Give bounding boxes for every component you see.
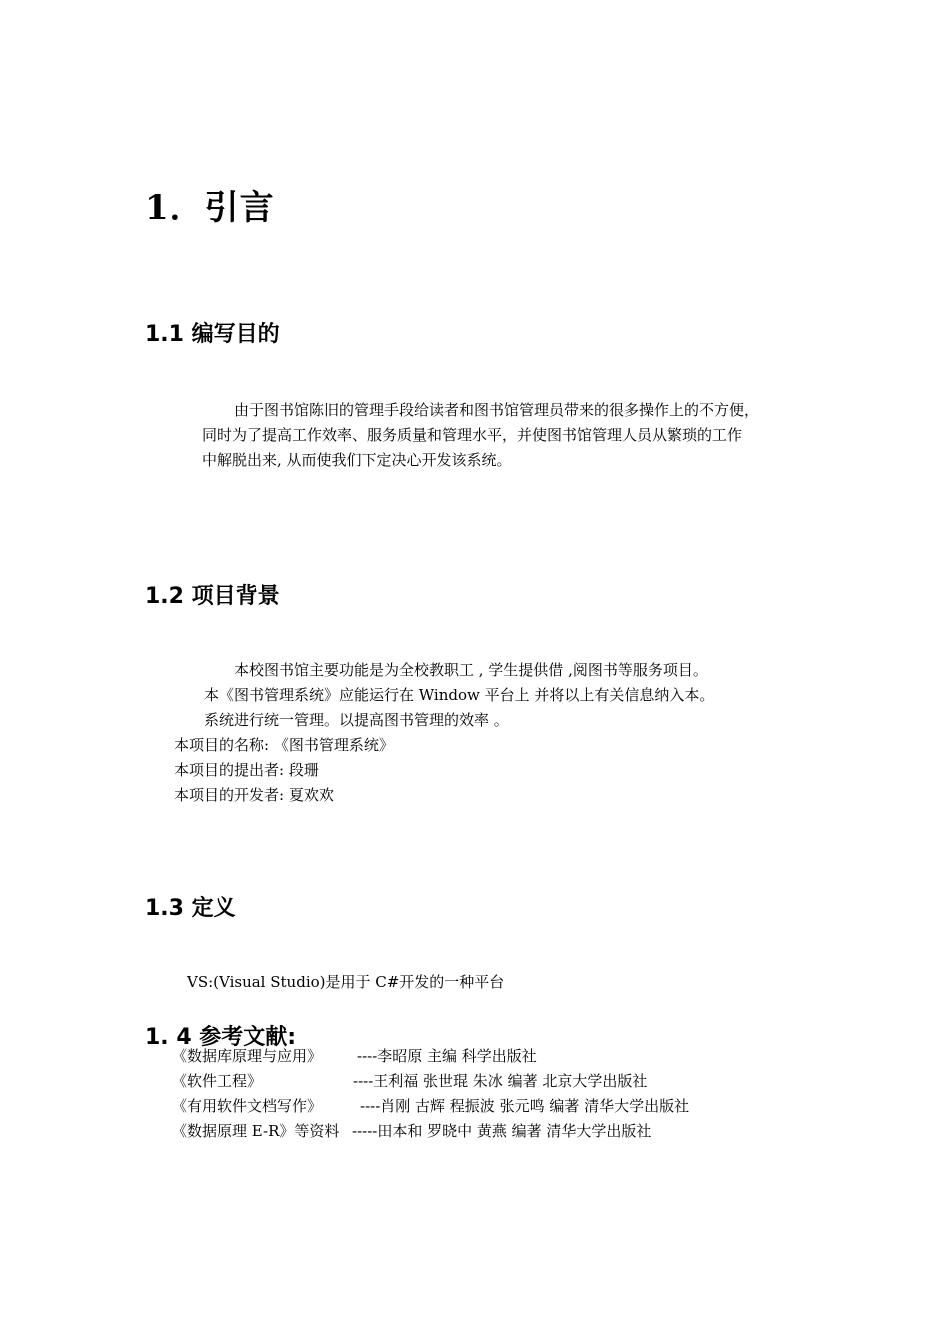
purpose-line-3: 中解脱出来, 从而使我们下定决心开发该系统。: [202, 451, 512, 469]
reference-book-4: 《数据原理 E-R》等资料: [172, 1122, 340, 1140]
project-developer: 本项目的开发者: 夏欢欢: [174, 786, 334, 804]
reference-author-3: ----肖刚 古辉 程振波 张元鸣 编著 清华大学出版社: [360, 1097, 690, 1115]
project-proposer: 本项目的提出者: 段珊: [174, 761, 319, 779]
section-title-definition: 1.3 定义: [145, 896, 236, 921]
background-line-3: 系统进行统一管理。以提高图书管理的效率 。: [204, 711, 509, 729]
reference-book-1: 《数据库原理与应用》: [172, 1047, 323, 1065]
section-title-background: 1.2 项目背景: [145, 584, 280, 609]
section-title-references: 1. 4 参考文献:: [145, 1025, 297, 1050]
purpose-line-1: 由于图书馆陈旧的管理手段给读者和图书馆管理员带来的很多操作上的不方便，: [234, 401, 760, 419]
section-title-purpose: 1.1 编写目的: [145, 322, 280, 347]
purpose-line-2: 同时为了提高工作效率、服务质量和管理水平，并使图书馆管理人员从繁琐的工作: [202, 426, 743, 444]
project-name: 本项目的名称: 《图书管理系统》: [174, 736, 394, 754]
reference-book-3: 《有用软件文档写作》: [172, 1097, 323, 1115]
reference-author-1: ----李昭原 主编 科学出版社: [357, 1047, 537, 1065]
reference-book-2: 《软件工程》: [172, 1072, 263, 1090]
background-line-1: 本校图书馆主要功能是为全校教职工 , 学生提供借 ,阅图书等服务项目。: [234, 661, 708, 679]
reference-author-2: ----王利福 张世琨 朱冰 编著 北京大学出版社: [353, 1072, 648, 1090]
reference-author-4: -----田本和 罗晓中 黄燕 编著 清华大学出版社: [352, 1122, 652, 1140]
background-line-2: 本《图书管理系统》应能运行在 Window 平台上 并将以上有关信息纳入本。: [204, 686, 715, 704]
definition-line-1: VS:(Visual Studio)是用于 C#开发的一种平台: [187, 973, 505, 991]
chapter-heading: 1．引言: [145, 188, 275, 228]
